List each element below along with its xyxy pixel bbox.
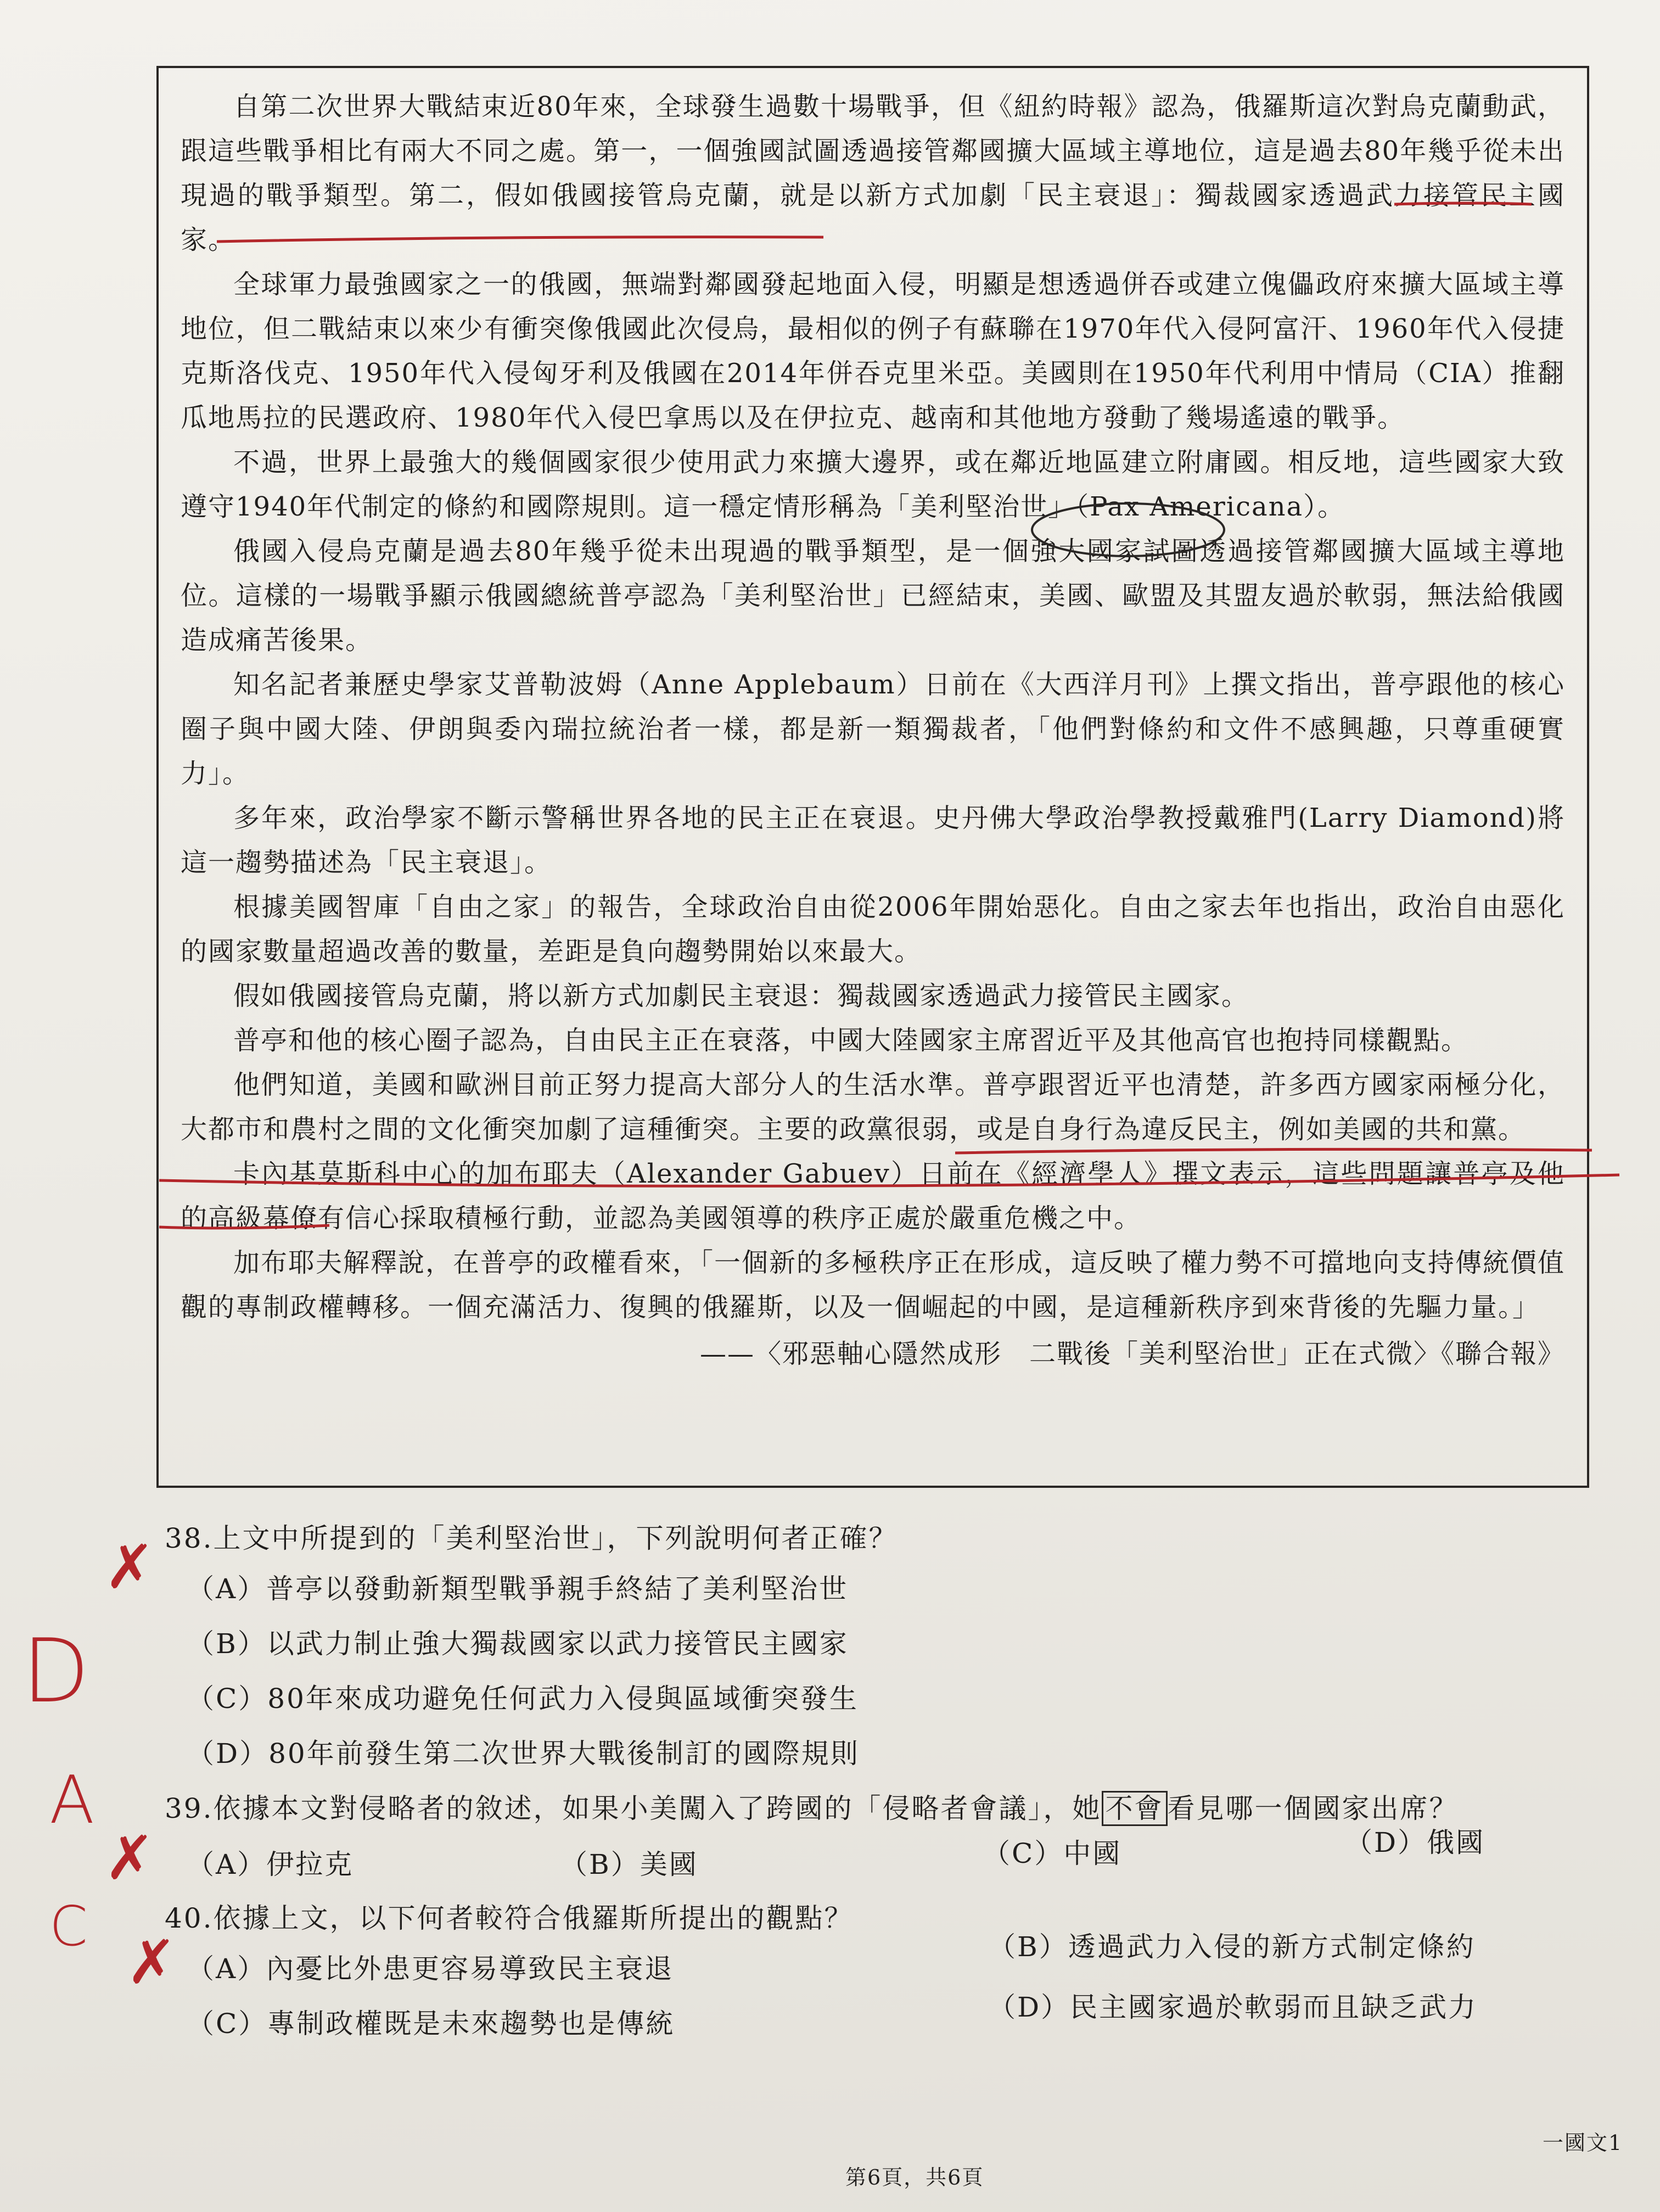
option-row: [165, 1991, 1592, 2051]
reading-passage: [156, 66, 1589, 1488]
question-40: [165, 1895, 1592, 2051]
handwritten-answer-38: D: [22, 1620, 90, 1722]
option-d: （D）俄國: [1345, 1827, 1485, 1858]
handwritten-answer-40: C: [49, 1894, 88, 1958]
passage-paragraph: 卡內基莫斯科中心的加布耶夫（Alexander Gabuev）日前在《經濟學人》撰文表示，這些問題讓普亭及他的高級幕僚有信心採取積極行動，並認為美國領導的秩序正處於嚴重危機之中。: [181, 1158, 1565, 1234]
option-c: （C）中國: [983, 1838, 1122, 1869]
wrong-mark-40: ✗: [126, 1927, 177, 1997]
passage-paragraph: 多年來，政治學家不斷示警稱世界各地的民主正在衰退。史丹佛大學政治學教授戴雅門(Larry Diamond)將這一趨勢描述為「民主衰退」。: [181, 803, 1565, 878]
passage-source: ——〈邪惡軸心隱然成形 二戰後「美利堅治世」正在式微〉《聯合報》: [699, 1339, 1565, 1369]
option-a: （A）伊拉克: [187, 1849, 354, 1880]
passage-paragraph: 俄國入侵烏克蘭是過去80年幾乎從未出現過的戰爭類型，是一個強大國家試圖透過接管鄰國擴大區域主導地位。這樣的一場戰爭顯示俄國總統普亭認為「美利堅治世」已經結束，美國、歐盟及其盟友過於軟弱，無法給俄國造成痛苦後果。: [181, 536, 1565, 656]
question-stem: 40.依據上文，以下何者較符合俄羅斯所提出的觀點？: [165, 1902, 854, 1934]
passage-paragraph: 不過，世界上最強大的幾個國家很少使用武力來擴大邊界，或在鄰近地區建立附庸國。相反地，這些國家大致遵守1940年代制定的條約和國際規則。這一穩定情形稱為「美利堅治世」（Pax Americana）。: [181, 447, 1565, 522]
option-b: （B）美國: [560, 1849, 698, 1880]
option-d: （D）80年前發生第二次世界大戰後制訂的國際規則: [187, 1738, 860, 1769]
passage-paragraph: 普亭和他的核心圈子認為，自由民主正在衰落，中國大陸國家主席習近平及其他高官也抱持同樣觀點。: [233, 1025, 1469, 1056]
handwritten-answer-39: A: [49, 1762, 95, 1839]
passage-paragraph: 全球軍力最強國家之一的俄國，無端對鄰國發起地面入侵，明顯是想透過併吞或建立傀儡政府來擴大區域主導地位，但二戰結束以來少有衝突像俄國此次侵烏，最相似的例子有蘇聯在1970年代入侵阿富汗、1960年代入侵捷克斯洛伐克、1950年代入侵匈牙利及俄國在2014年併吞克里米亞。美國則在1950年代利用中情局（CIA）推翻瓜地馬拉的民選政府、1980年代入侵巴拿馬以及在伊拉克、越南和其他地方發動了幾場遙遠的戰爭。: [181, 269, 1565, 433]
question-section: [165, 1515, 1592, 2051]
option-b: （B）以武力制止強大獨裁國家以武力接管民主國家: [187, 1628, 849, 1660]
subject-code: 一國文1: [1543, 2131, 1623, 2155]
option-b: （B）透過武力入侵的新方式制定條約: [988, 1931, 1476, 1963]
wrong-mark-38: ✗: [104, 1532, 155, 1602]
passage-paragraph: 知名記者兼歷史學家艾普勒波姆（Anne Applebaum）日前在《大西洋月刊》上撰文指出，普亭跟他的核心圈子與中國大陸、伊朗與委內瑞拉統治者一樣，都是新一類獨裁者，「他們對條約和文件不感興趣，只尊重硬實力」。: [181, 669, 1565, 789]
question-39: [165, 1785, 1592, 1892]
page-number: 第6頁，共6頁: [845, 2165, 984, 2189]
option-a: （A）內憂比外患更容易導致民主衰退: [187, 1953, 674, 1985]
stem-text: 39.依據本文對侵略者的敘述，如果小美闖入了跨國的「侵略者會議」，她: [165, 1793, 1102, 1824]
option-d: （D）民主國家過於軟弱而且缺乏武力: [988, 1991, 1478, 2023]
wrong-mark-39: ✗: [104, 1823, 155, 1893]
passage-paragraph: 假如俄國接管烏克蘭，將以新方式加劇民主衰退：獨裁國家透過武力接管民主國家。: [233, 981, 1249, 1011]
option-c: （C）80年來成功避免任何武力入侵與區域衝突發生: [187, 1683, 859, 1715]
passage-paragraph: 他們知道，美國和歐洲目前正努力提高大部分人的生活水準。普亭跟習近平也清楚，許多西方國家兩極分化，大都市和農村之間的文化衝突加劇了這種衝突。主要的政黨很弱，或是自身行為違反民主，例如美國的共和黨。: [181, 1069, 1565, 1145]
option-c: （C）專制政權既是未來趨勢也是傳統: [187, 2008, 675, 2040]
option-a: （A）普亭以發動新類型戰爭親手終結了美利堅治世: [187, 1573, 849, 1605]
passage-paragraph: 自第二次世界大戰結束近80年來，全球發生過數十場戰爭，但《紐約時報》認為，俄羅斯這次對烏克蘭動武，跟這些戰爭相比有兩大不同之處。第一，一個強國試圖透過接管鄰國擴大區域主導地位，這是過去80年幾乎從未出現過的戰爭類型。第二，假如俄國接管烏克蘭，就是以新方式加劇「民主衰退」：獨裁國家透過武力接管民主國家。: [181, 91, 1565, 255]
option-row: [165, 1827, 1592, 1892]
passage-paragraph: 根據美國智庫「自由之家」的報告，全球政治自由從2006年開始惡化。自由之家去年也指出，政治自由惡化的國家數量超過改善的數量，差距是負向趨勢開始以來最大。: [181, 892, 1565, 967]
stem-text: 看見哪一個國家出席？: [1167, 1793, 1459, 1824]
passage-paragraph: 加布耶夫解釋說，在普亭的政權看來，「一個新的多極秩序正在形成，這反映了權力勢不可擋地向支持傳統價值觀的專制政權轉移。一個充滿活力、復興的俄羅斯，以及一個崛起的中國，是這種新秩序到來背後的先驅力量。」: [181, 1247, 1566, 1323]
boxed-keyword: 不會: [1102, 1791, 1168, 1826]
question-38: [165, 1515, 1592, 1781]
question-stem: 38.上文中所提到的「美利堅治世」，下列說明何者正確？: [165, 1522, 898, 1554]
